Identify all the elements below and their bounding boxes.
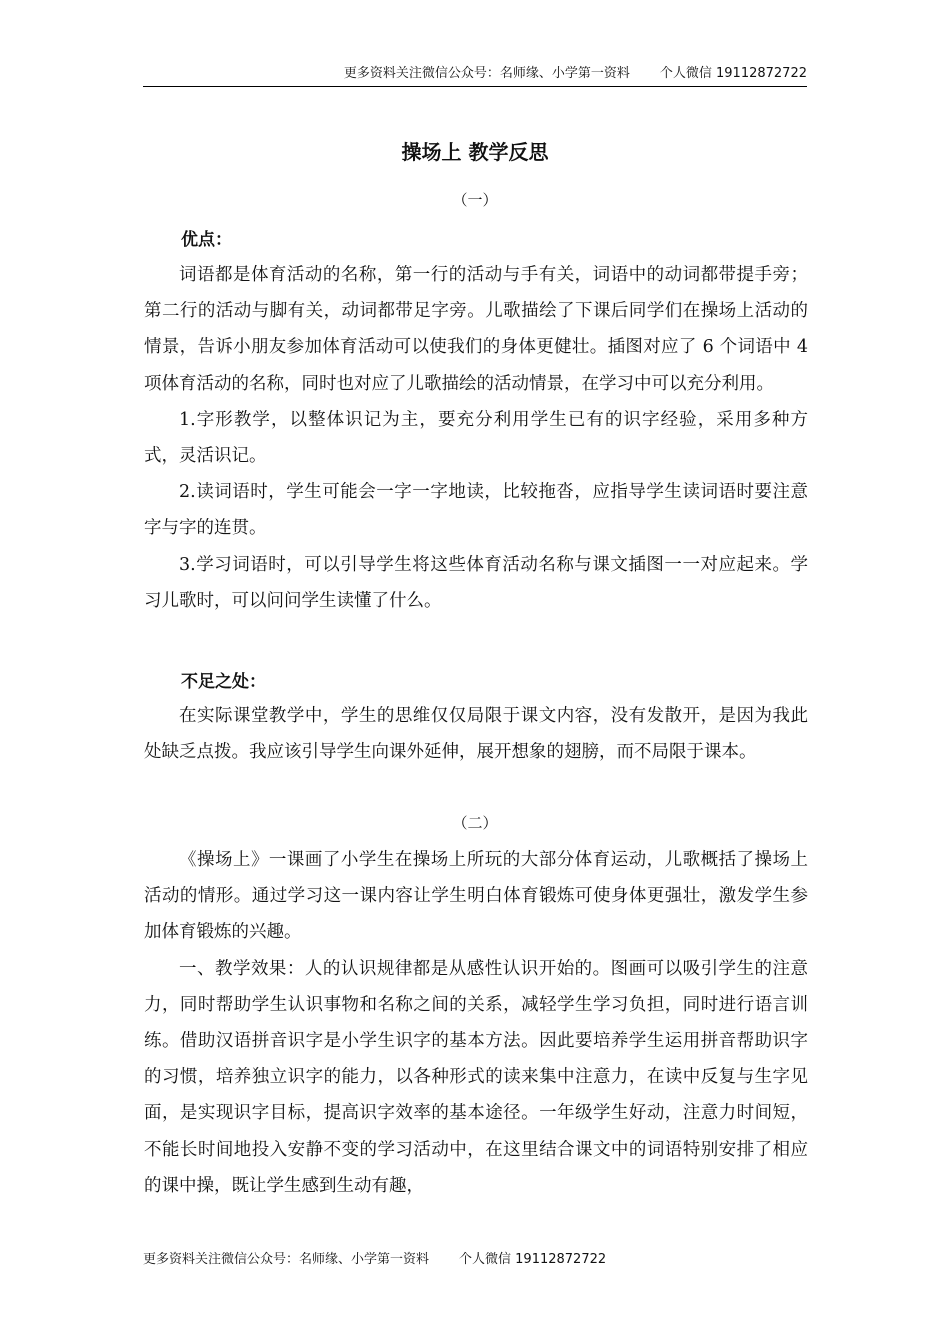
shortcomings-body — [144, 698, 808, 770]
footer-source-text: 更多资料关注微信公众号：名师缘、小学第一资料 — [143, 1252, 430, 1267]
advantages-body — [144, 257, 808, 619]
paragraph: 2.读词语时，学生可能会一字一字地读，比较拖沓，应指导学生读词语时要注意字与字的连贯。 — [144, 482, 808, 539]
page-title: 操场上 教学反思 — [401, 140, 549, 164]
paragraph: 3.学习词语时，可以引导学生将这些体育活动名称与课文插图一一对应起来。学习儿歌时，可以问问学生读懂了什么。 — [144, 554, 808, 611]
section-mark-2: （二） — [452, 814, 498, 832]
page-footer — [143, 1248, 606, 1267]
advantages-heading: 优点： — [181, 230, 232, 250]
shortcomings-heading: 不足之处： — [181, 672, 266, 692]
paragraph: 词语都是体育活动的名称，第一行的活动与手有关，词语中的动词都带提手旁；第二行的活动与脚有关，动词都带足字旁。儿歌描绘了下课后同学们在操场上活动的情景，告诉小朋友参加体育活动可以使我们的身体更健壮。插图对应了 6 个词语中 4 项体育活动的名称，同时也对应了儿歌描绘的活动情景，在学习中可以充分利用。 — [144, 265, 808, 394]
paragraph: 1.字形教学，以整体识记为主，要充分利用学生已有的识字经验，采用多种方式，灵活识记。 — [144, 409, 808, 467]
page-header — [143, 64, 807, 87]
header-wechat-text: 个人微信 19112872722 — [659, 66, 807, 81]
footer-wechat-text: 个人微信 19112872722 — [459, 1252, 607, 1267]
section-mark-1: （一） — [452, 191, 498, 209]
paragraph: 《操场上》一课画了小学生在操场上所玩的大部分体育运动，儿歌概括了操场上活动的情形。通过学习这一课内容让学生明白体育锻炼可使身体更强壮，激发学生参加体育锻炼的兴趣。 — [144, 850, 808, 943]
part2-body — [144, 842, 808, 1204]
header-source-text: 更多资料关注微信公众号：名师缘、小学第一资料 — [343, 66, 630, 81]
paragraph: 一、教学效果：人的认识规律都是从感性认识开始的。图画可以吸引学生的注意力，同时帮助学生认识事物和名称之间的关系，减轻学生学习负担，同时进行语言训练。借助汉语拼音识字是小学生识字的基本方法。因此要培养学生运用拼音帮助识字的习惯，培养独立识字的能力，以各种形式的读来集中注意力，在读中反复与生字见面，是实现识字目标，提高识字效率的基本途径。一年级学生好动，注意力时间短，不能长时间地投入安静不变的学习活动中，在这里结合课文中的词语特别安排了相应的课中操，既让学生感到生动有趣， — [144, 958, 808, 1196]
paragraph: 在实际课堂教学中，学生的思维仅仅局限于课文内容，没有发散开，是因为我此处缺乏点拨。我应该引导学生向课外延伸，展开想象的翅膀，而不局限于课本。 — [144, 706, 808, 763]
